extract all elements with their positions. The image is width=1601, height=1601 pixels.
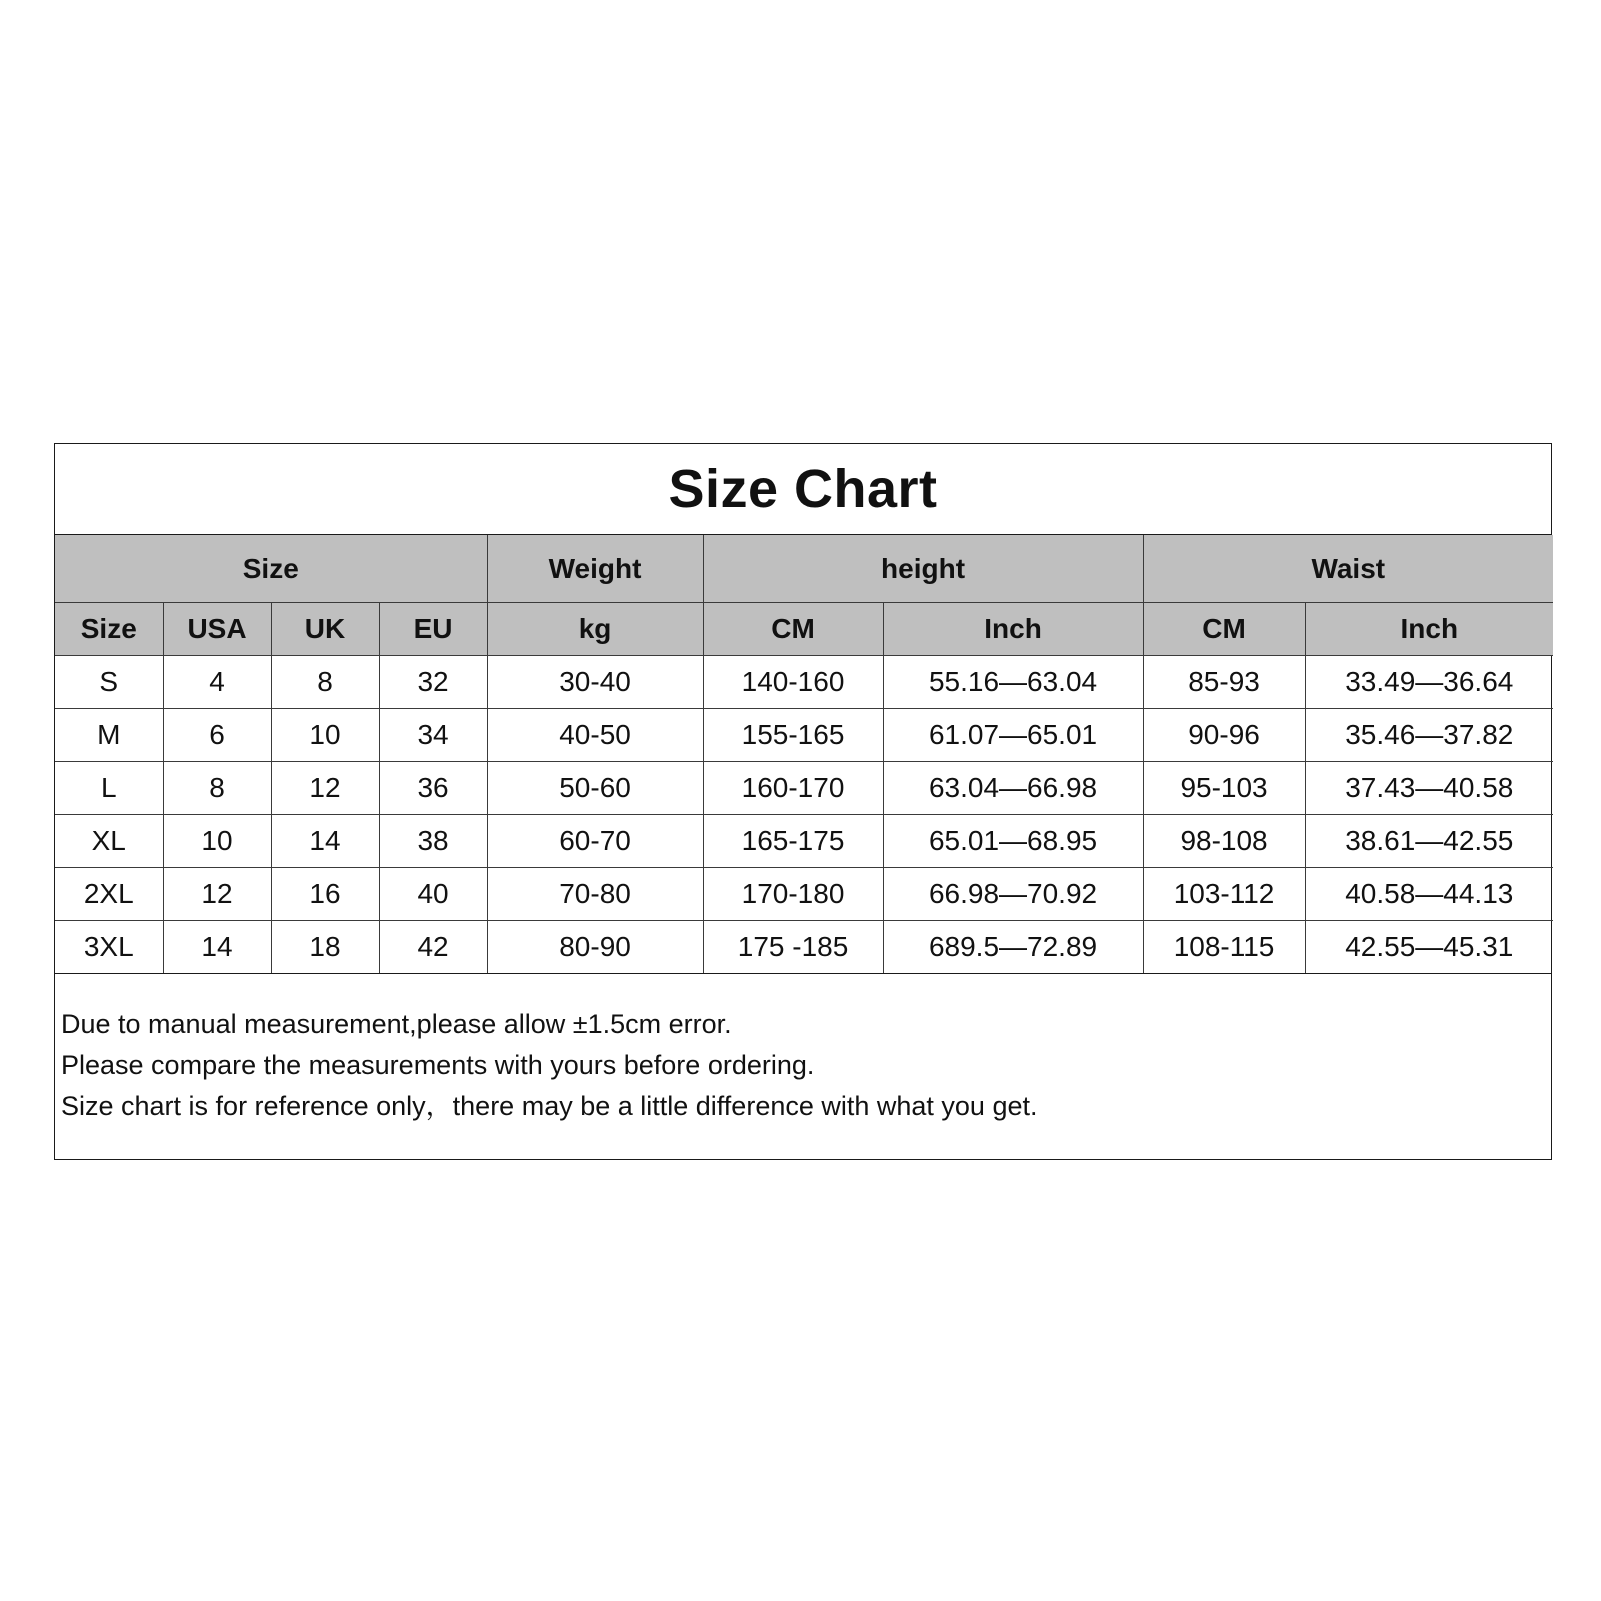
- group-header-weight: Weight: [487, 535, 703, 603]
- table-cell: M: [55, 709, 163, 762]
- table-cell: 34: [379, 709, 487, 762]
- table-cell: 65.01—68.95: [883, 815, 1143, 868]
- table-cell: 170-180: [703, 868, 883, 921]
- column-header: USA: [163, 603, 271, 656]
- table-row: [55, 762, 1553, 815]
- table-row: [55, 921, 1553, 974]
- table-cell: 40: [379, 868, 487, 921]
- table-cell: 33.49—36.64: [1305, 656, 1553, 709]
- table-cell: 70-80: [487, 868, 703, 921]
- table-cell: 80-90: [487, 921, 703, 974]
- table-cell: 38: [379, 815, 487, 868]
- table-cell: 12: [271, 762, 379, 815]
- table-cell: 55.16—63.04: [883, 656, 1143, 709]
- table-cell: 60-70: [487, 815, 703, 868]
- table-cell: S: [55, 656, 163, 709]
- group-header-height: height: [703, 535, 1143, 603]
- table-cell: 95-103: [1143, 762, 1305, 815]
- table-row: [55, 815, 1553, 868]
- table-cell: 16: [271, 868, 379, 921]
- table-cell: 36: [379, 762, 487, 815]
- table-cell: 12: [163, 868, 271, 921]
- table-cell: 38.61—42.55: [1305, 815, 1553, 868]
- table-cell: 8: [271, 656, 379, 709]
- table-cell: 40.58—44.13: [1305, 868, 1553, 921]
- table-cell: 66.98—70.92: [883, 868, 1143, 921]
- column-header: UK: [271, 603, 379, 656]
- table-cell: 140-160: [703, 656, 883, 709]
- table-cell: 103-112: [1143, 868, 1305, 921]
- column-header: CM: [703, 603, 883, 656]
- table-cell: 155-165: [703, 709, 883, 762]
- title-row: [55, 444, 1551, 535]
- table-cell: 8: [163, 762, 271, 815]
- table-cell: 10: [271, 709, 379, 762]
- table-cell: 2XL: [55, 868, 163, 921]
- table-cell: 63.04—66.98: [883, 762, 1143, 815]
- table-cell: 40-50: [487, 709, 703, 762]
- table-cell: 42.55—45.31: [1305, 921, 1553, 974]
- group-header-waist: Waist: [1143, 535, 1553, 603]
- table-cell: 160-170: [703, 762, 883, 815]
- group-header-size: Size: [55, 535, 487, 603]
- table-cell: 61.07—65.01: [883, 709, 1143, 762]
- table-cell: 3XL: [55, 921, 163, 974]
- note-line: Due to manual measurement,please allow ±1.5cm error.: [61, 1009, 732, 1039]
- table-cell: XL: [55, 815, 163, 868]
- size-table: [55, 535, 1553, 973]
- column-header-row: [55, 603, 1553, 656]
- size-chart: [54, 443, 1552, 1160]
- table-row: [55, 656, 1553, 709]
- table-cell: 18: [271, 921, 379, 974]
- table-cell: 14: [163, 921, 271, 974]
- table-cell: 175 -185: [703, 921, 883, 974]
- column-header: Inch: [1305, 603, 1553, 656]
- table-cell: 689.5—72.89: [883, 921, 1143, 974]
- column-header: EU: [379, 603, 487, 656]
- table-cell: 42: [379, 921, 487, 974]
- table-cell: 10: [163, 815, 271, 868]
- table-cell: 37.43—40.58: [1305, 762, 1553, 815]
- chart-title: Size Chart: [668, 459, 938, 519]
- table-row: [55, 868, 1553, 921]
- column-header: Inch: [883, 603, 1143, 656]
- note-line: Please compare the measurements with yours before ordering.: [61, 1050, 815, 1080]
- table-cell: 108-115: [1143, 921, 1305, 974]
- column-header: Size: [55, 603, 163, 656]
- table-cell: 6: [163, 709, 271, 762]
- note-line: Size chart is for reference only，there may be a little difference with what you get.: [61, 1091, 1038, 1121]
- table-row: [55, 709, 1553, 762]
- table-cell: 4: [163, 656, 271, 709]
- column-header: CM: [1143, 603, 1305, 656]
- notes: [55, 973, 1551, 1159]
- table-cell: L: [55, 762, 163, 815]
- table-cell: 165-175: [703, 815, 883, 868]
- table-cell: 14: [271, 815, 379, 868]
- column-header: kg: [487, 603, 703, 656]
- table-cell: 30-40: [487, 656, 703, 709]
- table-cell: 85-93: [1143, 656, 1305, 709]
- table-cell: 98-108: [1143, 815, 1305, 868]
- table-cell: 50-60: [487, 762, 703, 815]
- table-cell: 90-96: [1143, 709, 1305, 762]
- group-header-row: [55, 535, 1553, 603]
- table-cell: 35.46—37.82: [1305, 709, 1553, 762]
- table-cell: 32: [379, 656, 487, 709]
